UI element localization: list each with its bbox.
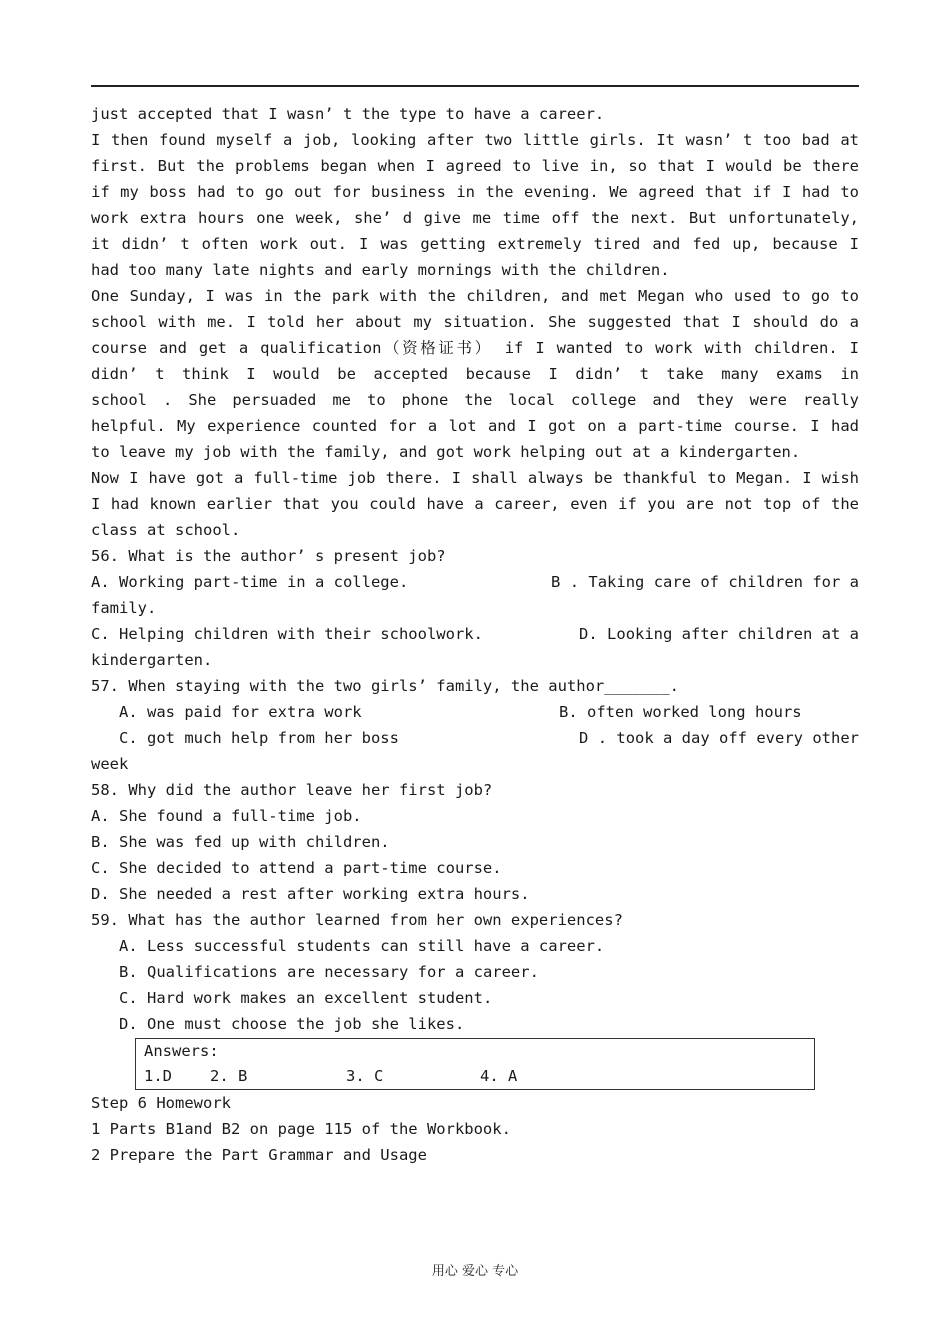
answers-row xyxy=(144,1064,806,1089)
answers-box xyxy=(135,1038,815,1090)
option-58-d: D. She needed a rest after working extra hours. xyxy=(91,885,530,903)
passage-line: first. But the problems began when I agreed to live in, so that I would be there xyxy=(91,157,859,175)
question-56-row-ab xyxy=(91,569,859,595)
option-58-c: C. She decided to attend a part-time course. xyxy=(91,859,502,877)
question-56-row-cd xyxy=(91,621,859,647)
passage-line: I then found myself a job, looking after two little girls. It wasn’ t too bad at xyxy=(91,131,859,149)
passage-line: I had known earlier that you could have a career, even if you are not top of the xyxy=(91,495,859,513)
passage-line: One Sunday, I was in the park with the children, and met Megan who used to go to xyxy=(91,287,859,305)
passage-line: Now I have got a full-time job there. I shall always be thankful to Megan. I wish xyxy=(91,469,859,487)
option-56-b: B . Taking care of children for a xyxy=(551,573,859,591)
question-57-row-cd xyxy=(91,725,859,751)
question-56: 56. What is the author’ s present job? xyxy=(91,547,446,565)
homework-item-1: 1 Parts B1and B2 on page 115 of the Workbook. xyxy=(91,1120,511,1138)
homework-item-2: 2 Prepare the Part Grammar and Usage xyxy=(91,1146,427,1164)
question-57: 57. When staying with the two girls’ family, the author_______. xyxy=(91,677,679,695)
option-57-d-continued: week xyxy=(91,755,129,773)
passage-line: course and get a qualification（资格证书） if I wanted to work with children. I xyxy=(91,339,859,357)
option-56-d: D. Looking after children at a xyxy=(579,625,859,643)
passage-line: it didn’ t often work out. I was getting extremely tired and fed up, because I xyxy=(91,235,859,253)
answer-3: 3. C xyxy=(346,1067,384,1085)
passage-line: just accepted that I wasn’ t the type to have a career. xyxy=(91,105,605,123)
option-57-c: C. got much help from her boss xyxy=(119,729,399,747)
header-rule xyxy=(91,85,859,87)
answer-4: 4. A xyxy=(480,1067,518,1085)
option-56-b-continued: family. xyxy=(91,599,157,617)
passage-line: helpful. My experience counted for a lot and I got on a part-time course. I had xyxy=(91,417,859,435)
option-57-a: A. was paid for extra work xyxy=(119,703,362,721)
option-56-a: A. Working part-time in a college. xyxy=(91,573,409,591)
passage-line: had too many late nights and early mornings with the children. xyxy=(91,261,670,279)
option-58-b: B. She was fed up with children. xyxy=(91,833,390,851)
passage-line: school . She persuaded me to phone the local college and they were really xyxy=(91,391,859,409)
option-56-c: C. Helping children with their schoolwork. xyxy=(91,625,483,643)
option-59-d: D. One must choose the job she likes. xyxy=(119,1015,465,1033)
passage-line: school with me. I told her about my situation. She suggested that I should do a xyxy=(91,313,859,331)
page-footer: 用心 爱心 专心 xyxy=(431,1264,519,1279)
option-58-a: A. She found a full-time job. xyxy=(91,807,362,825)
question-59: 59. What has the author learned from her own experiences? xyxy=(91,911,623,929)
option-57-d: D . took a day off every other xyxy=(579,729,859,747)
option-59-c: C. Hard work makes an excellent student. xyxy=(119,989,493,1007)
answers-label: Answers: xyxy=(144,1042,219,1060)
passage-line: didn’ t think I would be accepted because I didn’ t take many exams in xyxy=(91,365,859,383)
passage-line: if my boss had to go out for business in the evening. We agreed that if I had to xyxy=(91,183,859,201)
option-56-d-continued: kindergarten. xyxy=(91,651,213,669)
passage-line: work extra hours one week, she’ d give me time off the next. But unfortunately, xyxy=(91,209,859,227)
homework-heading: Step 6 Homework xyxy=(91,1094,231,1112)
option-59-b: B. Qualifications are necessary for a career. xyxy=(119,963,539,981)
document-body xyxy=(91,101,859,1168)
option-59-a: A. Less successful students can still have a career. xyxy=(119,937,605,955)
answer-2: 2. B xyxy=(210,1067,248,1085)
passage-line: to leave my job with the family, and got work helping out at a kindergarten. xyxy=(91,443,801,461)
question-58: 58. Why did the author leave her first job? xyxy=(91,781,493,799)
question-57-row-ab xyxy=(91,699,859,725)
passage-line: class at school. xyxy=(91,521,241,539)
answer-1: 1.D xyxy=(144,1067,172,1085)
option-57-b: B. often worked long hours xyxy=(559,703,802,721)
